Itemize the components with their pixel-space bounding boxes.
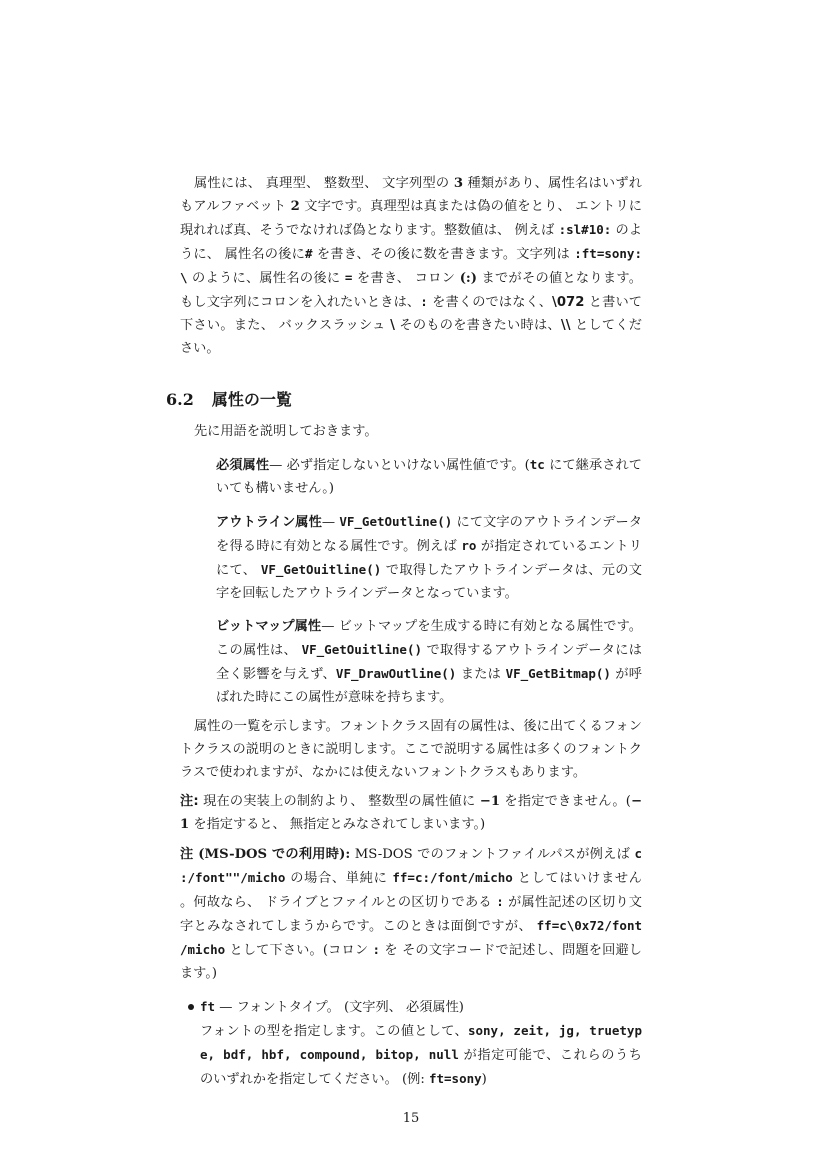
- text: を書き、その後に数を書きます。文字列は: [312, 247, 575, 262]
- text: — フォントタイプ。 (文字列、 必須属性): [215, 1000, 464, 1015]
- text: 必ず指定しないといけない属性値です。(: [286, 458, 530, 473]
- text: までがその値となります。もし文字列にコロンを入れたいときは、: [180, 271, 642, 310]
- bullet-icon: [188, 1004, 194, 1010]
- note-implementation: [180, 790, 642, 836]
- number: 3: [453, 176, 463, 191]
- text: で取得するアウトラインデータには全く影響を与えず、: [216, 643, 642, 682]
- item-description: [200, 1019, 642, 1091]
- values: sony, zeit, jg, truetype, bdf, hbf, compound, bitop, null: [200, 1023, 642, 1062]
- code: ff=c:/font/micho: [392, 870, 513, 885]
- page-number: 15: [402, 1111, 420, 1126]
- text: MS-DOS でのフォントファイルパスが例えば: [350, 847, 635, 862]
- code: VF_DrawOutline(): [335, 666, 457, 681]
- code: :: [496, 894, 504, 909]
- text: として下さい。(コロン: [225, 943, 373, 958]
- code: ft: [200, 999, 216, 1014]
- code: ft=sony: [428, 1071, 482, 1086]
- text: 文字です。真理型は真または偽の値をとり、 エントリに現れれば真、そうでなければ偽となります。整数値は、 例えば: [180, 199, 642, 238]
- text: を指定すると、 無指定とみなされてしまいます。): [189, 817, 486, 832]
- text: フォントの型を指定します。この値として、: [200, 1024, 468, 1039]
- text: としてはいけません。何故なら、 ドライブとファイルとの区切りである: [180, 871, 642, 910]
- code: #: [304, 246, 313, 261]
- dash: —: [321, 619, 339, 634]
- code: :: [420, 294, 428, 309]
- text: のように、属性名の後に: [187, 271, 345, 286]
- section-title: 属性の一覧: [211, 390, 292, 409]
- code: (:): [459, 271, 478, 286]
- text: 種類があり、属性名はいずれもアルファベット: [180, 176, 642, 214]
- term-label: ビットマップ属性: [216, 619, 322, 634]
- item-heading: [200, 995, 642, 1019]
- text: の場合、単純に: [285, 871, 393, 886]
- text: が呼ばれた時にこの属性が意味を持ちます。: [216, 667, 642, 705]
- note-label: 注 (MS-DOS での利用時):: [180, 847, 351, 862]
- dash: —: [269, 458, 287, 473]
- code: :ft=sony:\: [180, 246, 642, 285]
- intro-paragraph: [180, 172, 642, 360]
- text: のように、 属性名の後に: [180, 223, 642, 262]
- code: \: [390, 318, 395, 333]
- code: VF_GetBitmap(): [505, 666, 611, 681]
- term-outline: [180, 510, 642, 605]
- dash: —: [321, 515, 340, 530]
- term-label: 必須属性: [216, 458, 270, 473]
- code: ro: [461, 538, 477, 553]
- code: c:/font""/micho: [180, 846, 642, 885]
- text: で取得したアウトラインデータは、元の文字を回転したアウトラインデータとなっています。: [216, 563, 642, 601]
- code: ff=c\0x72/font /micho: [180, 918, 642, 957]
- code: =: [344, 270, 353, 285]
- code: \072: [552, 295, 585, 310]
- text: が属性記述の区切り文字とみなされてしまうからです。このときは面倒ですが、: [180, 895, 642, 934]
- text: を その文字コードで記述し、問題を回避します。): [180, 943, 642, 981]
- text: 現在の実装上の制約より、 整数型の属性値に: [198, 794, 480, 809]
- code: VF_GetOuitline(): [260, 562, 382, 577]
- text: にて継承されていても構いません。): [216, 458, 642, 496]
- code: tc: [529, 457, 545, 472]
- text: を指定できません。(: [500, 794, 631, 809]
- section-lead: 先に用語を説明しておきます。: [194, 424, 378, 439]
- code: :: [372, 942, 381, 957]
- value: −1: [180, 794, 642, 832]
- list-intro: 属性の一覧を示します。フォントクラス固有の属性は、後に出てくるフォントクラスの説明のときに説明します。ここで説明する属性は多くのフォントクラスで使われますが、なかには使えないフォントクラスもあります。: [180, 719, 642, 780]
- text: としてください。: [180, 318, 642, 356]
- text: と書いて下さい。また、 バックスラッシュ: [180, 295, 642, 333]
- term-bitmap: [180, 615, 642, 709]
- section-number: 6.2: [166, 390, 194, 409]
- section-heading: [166, 388, 642, 412]
- text: または: [456, 667, 506, 682]
- note-msdos: [180, 842, 642, 985]
- text: ビットマップを生成する時に有効となる属性です。この属性は、: [216, 619, 642, 658]
- note-label: 注:: [180, 794, 199, 809]
- value: −1: [479, 794, 501, 809]
- term-required: [180, 453, 642, 500]
- text: ): [481, 1072, 487, 1087]
- text: にて文字のアウトラインデータを得る時に有効となる属性です。例えば: [216, 515, 643, 554]
- text: そのものを書きたい時は、: [394, 318, 561, 333]
- code: \\: [560, 318, 571, 333]
- code: VF_GetOuitline(): [301, 642, 423, 657]
- list-item-ft: [180, 995, 642, 1091]
- page-column: [166, 0, 643, 1169]
- text: が指定されているエントリにて、: [216, 539, 642, 578]
- term-label: アウトライン属性: [216, 515, 322, 530]
- text: 属性には、 真理型、 整数型、 文字列型の: [194, 176, 454, 191]
- text: を書くのではなく、: [427, 295, 553, 310]
- number: 2: [290, 199, 300, 214]
- text: が指定可能で、これらのうちのいずれかを指定してください。 (例:: [200, 1048, 642, 1087]
- code: VF_GetOutline(): [339, 514, 453, 529]
- code: :sl#10:: [558, 222, 612, 237]
- text: を書き、 コロン: [352, 271, 460, 286]
